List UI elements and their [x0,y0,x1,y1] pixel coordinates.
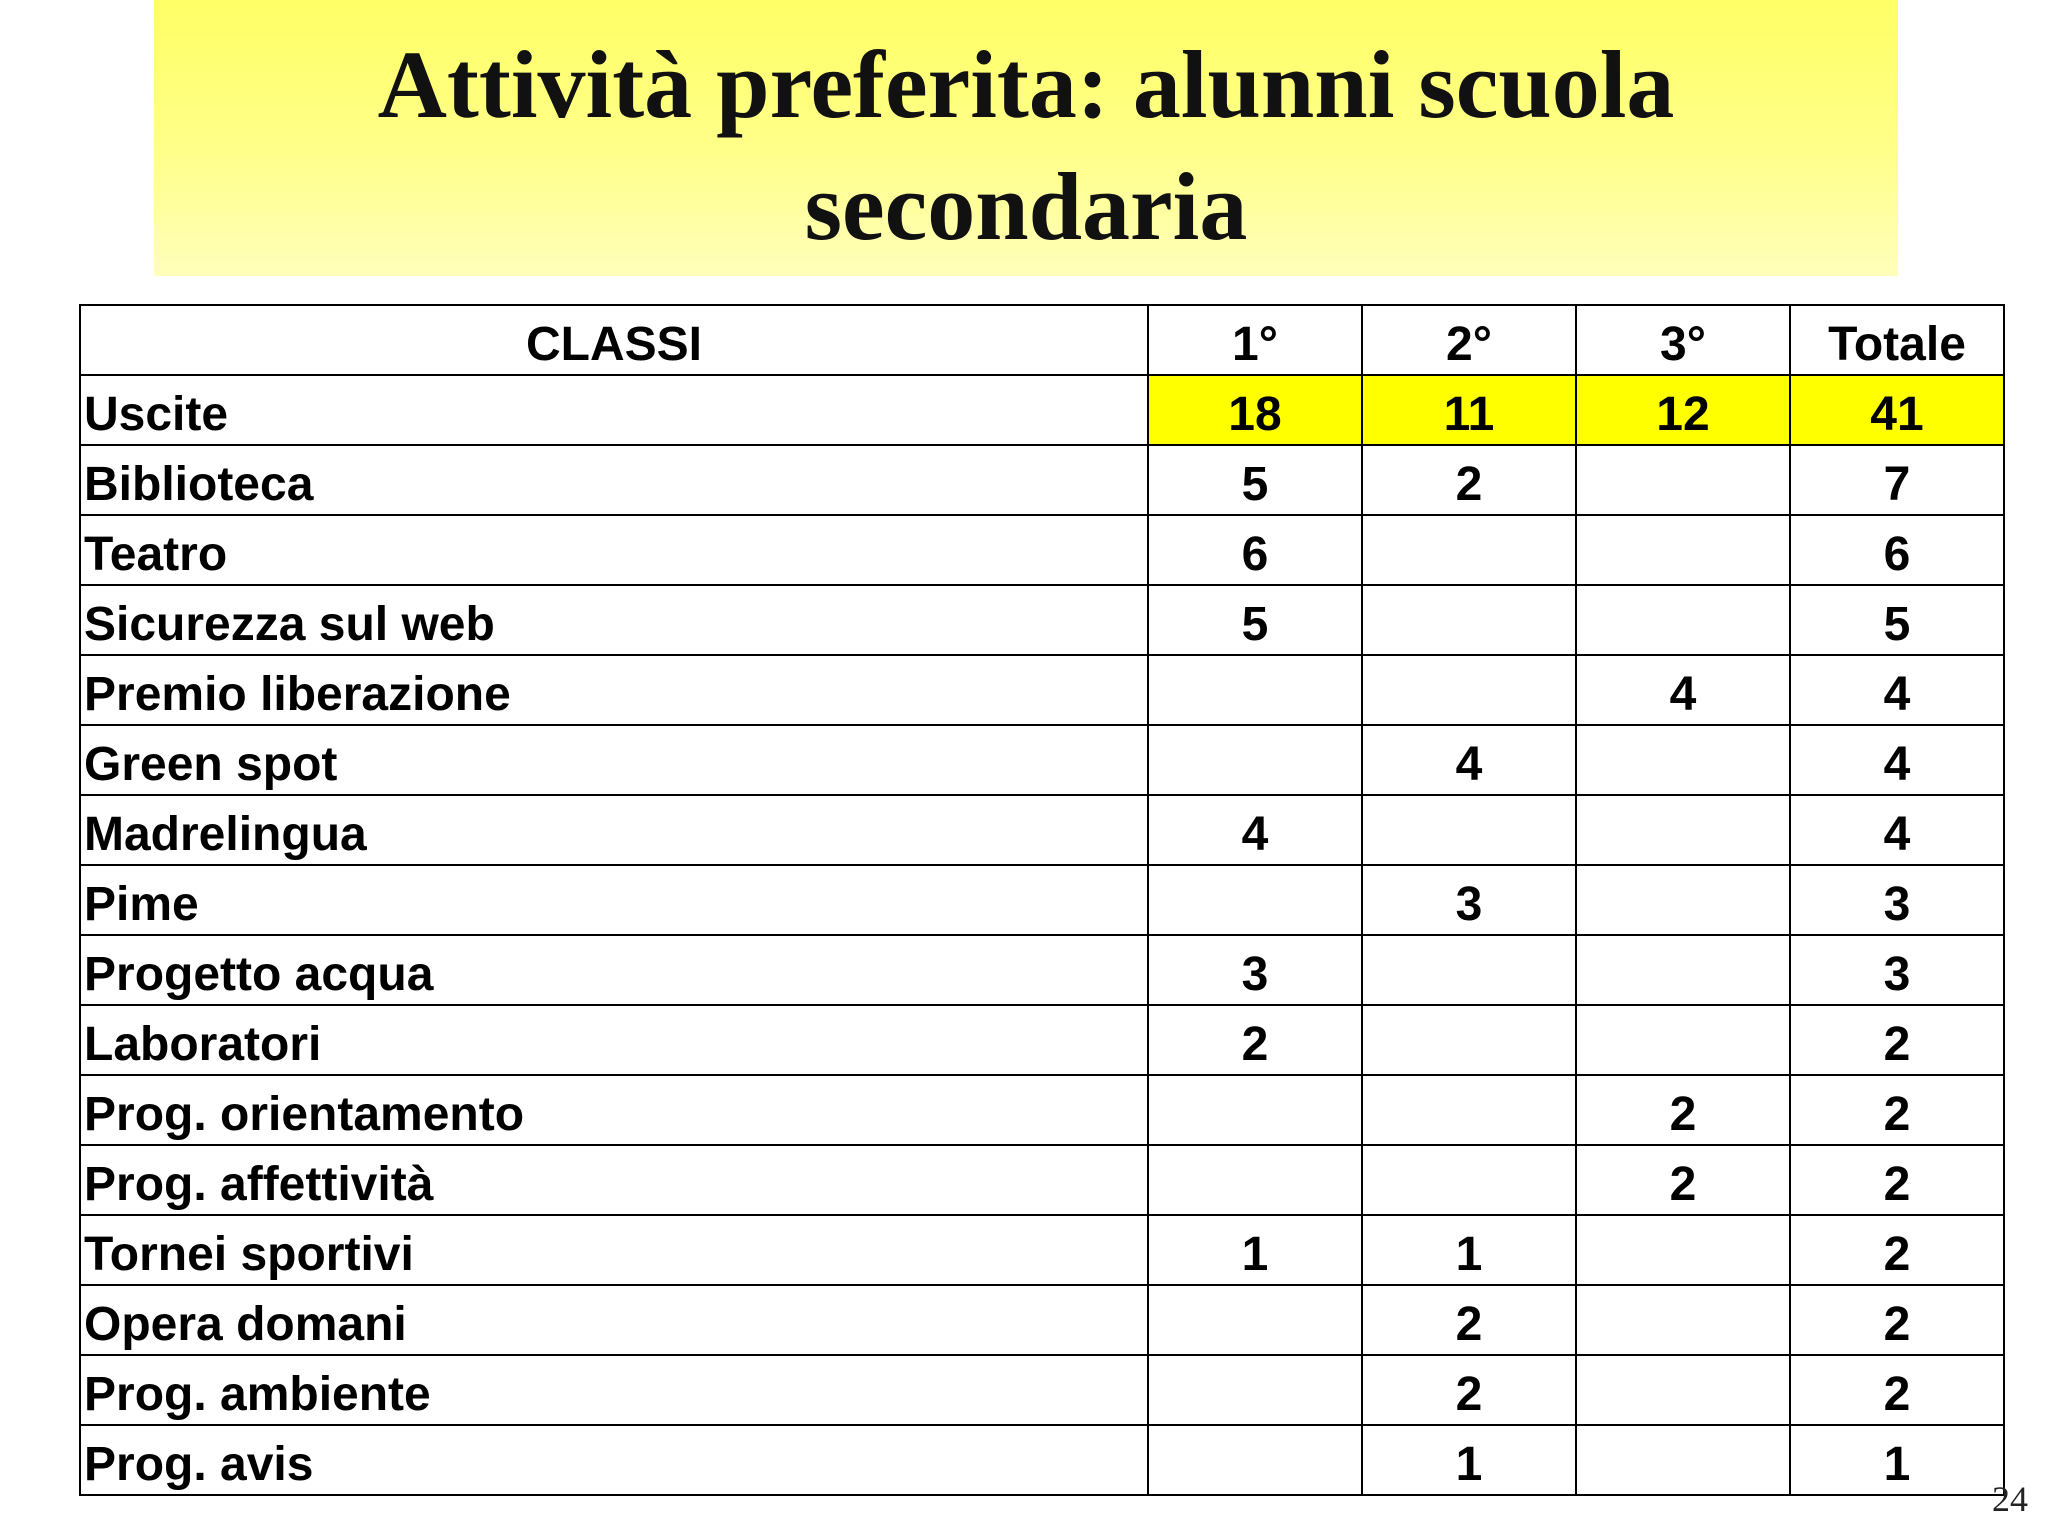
slide-title [154,24,1898,268]
class-1-value: 4 [1148,795,1362,865]
header-classi: CLASSI [80,305,1148,375]
total-value: 3 [1790,865,2004,935]
class-2-value: 2 [1362,1285,1576,1355]
total-value: 2 [1790,1075,2004,1145]
table-row [80,795,2004,865]
activity-label: Laboratori [80,1005,1148,1075]
table-row [80,1215,2004,1285]
activity-table-body [80,305,2004,1495]
class-1-value: 3 [1148,935,1362,1005]
table-row [80,1005,2004,1075]
class-1-value [1148,1145,1362,1215]
class-1-value: 6 [1148,515,1362,585]
header-class-3: 3° [1576,305,1790,375]
class-3-value [1576,935,1790,1005]
total-value: 4 [1790,795,2004,865]
class-2-value: 2 [1362,1355,1576,1425]
class-1-value: 1 [1148,1215,1362,1285]
class-3-value [1576,1355,1790,1425]
activity-label: Prog. orientamento [80,1075,1148,1145]
class-1-value [1148,865,1362,935]
table-row [80,445,2004,515]
activity-table [79,304,2005,1496]
table-row [80,1285,2004,1355]
activity-label: Tornei sportivi [80,1215,1148,1285]
class-1-value [1148,1285,1362,1355]
slide-title-line-2: secondaria [804,153,1248,260]
class-3-value [1576,445,1790,515]
activity-label: Premio liberazione [80,655,1148,725]
table-row [80,1355,2004,1425]
total-value: 2 [1790,1005,2004,1075]
table-row [80,1075,2004,1145]
total-value: 2 [1790,1215,2004,1285]
total-value: 3 [1790,935,2004,1005]
class-2-value: 3 [1362,865,1576,935]
activity-label: Madrelingua [80,795,1148,865]
table-row [80,865,2004,935]
class-3-value [1576,1425,1790,1495]
class-1-value: 18 [1148,375,1362,445]
header-totale: Totale [1790,305,2004,375]
activity-label: Opera domani [80,1285,1148,1355]
slide-title-line-1: Attività preferita: alunni scuola [377,31,1675,138]
class-2-value [1362,935,1576,1005]
class-1-value [1148,1355,1362,1425]
class-3-value: 2 [1576,1145,1790,1215]
table-row [80,725,2004,795]
class-2-value [1362,795,1576,865]
activity-label: Uscite [80,375,1148,445]
total-value: 41 [1790,375,2004,445]
table-row [80,1145,2004,1215]
class-3-value [1576,585,1790,655]
class-1-value [1148,1425,1362,1495]
class-3-value [1576,1285,1790,1355]
total-value: 7 [1790,445,2004,515]
activity-label: Prog. affettività [80,1145,1148,1215]
class-1-value [1148,655,1362,725]
class-1-value: 5 [1148,445,1362,515]
class-3-value [1576,865,1790,935]
header-class-2: 2° [1362,305,1576,375]
total-value: 2 [1790,1145,2004,1215]
class-2-value [1362,1075,1576,1145]
table-row [80,585,2004,655]
activity-label: Progetto acqua [80,935,1148,1005]
activity-label: Prog. ambiente [80,1355,1148,1425]
activity-label: Sicurezza sul web [80,585,1148,655]
activity-label: Pime [80,865,1148,935]
class-3-value [1576,1005,1790,1075]
total-value: 4 [1790,725,2004,795]
class-2-value: 11 [1362,375,1576,445]
total-value: 2 [1790,1355,2004,1425]
total-value: 2 [1790,1285,2004,1355]
activity-label: Prog. avis [80,1425,1148,1495]
header-class-1: 1° [1148,305,1362,375]
class-1-value: 2 [1148,1005,1362,1075]
page-number: 24 [1992,1479,2028,1519]
table-row [80,655,2004,725]
class-2-value [1362,1005,1576,1075]
class-3-value [1576,1215,1790,1285]
class-2-value: 4 [1362,725,1576,795]
total-value: 4 [1790,655,2004,725]
class-2-value [1362,655,1576,725]
total-value: 1 [1790,1425,2004,1495]
class-3-value: 2 [1576,1075,1790,1145]
class-2-value: 2 [1362,445,1576,515]
table-row [80,1425,2004,1495]
class-3-value: 4 [1576,655,1790,725]
table-row [80,375,2004,445]
class-2-value [1362,515,1576,585]
activity-label: Teatro [80,515,1148,585]
class-2-value [1362,1145,1576,1215]
class-2-value: 1 [1362,1425,1576,1495]
class-3-value: 12 [1576,375,1790,445]
class-3-value [1576,795,1790,865]
table-row [80,935,2004,1005]
header-row [80,305,2004,375]
class-3-value [1576,515,1790,585]
class-2-value [1362,585,1576,655]
class-1-value [1148,725,1362,795]
table-row [80,515,2004,585]
activity-label: Green spot [80,725,1148,795]
total-value: 5 [1790,585,2004,655]
class-3-value [1576,725,1790,795]
class-1-value: 5 [1148,585,1362,655]
total-value: 6 [1790,515,2004,585]
class-2-value: 1 [1362,1215,1576,1285]
class-1-value [1148,1075,1362,1145]
activity-label: Biblioteca [80,445,1148,515]
